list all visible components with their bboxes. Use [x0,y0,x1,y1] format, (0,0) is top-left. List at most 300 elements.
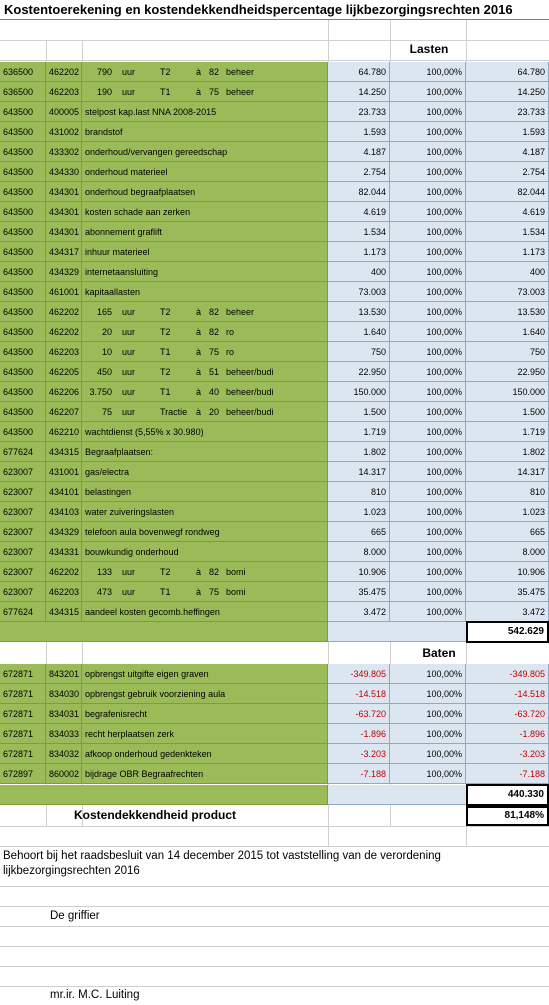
unit: uur [122,327,136,337]
ledger-code: 643500 [0,222,46,242]
cost-code: 434103 [46,502,82,522]
percentage: 100,00% [390,462,466,482]
cost-code: 434330 [46,162,82,182]
percentage: 100,00% [390,724,466,744]
percentage: 100,00% [390,744,466,764]
unit: uur [122,387,136,397]
description: onderhoud/vervangen gereedschap [85,147,228,157]
cost-code: 462207 [46,402,82,422]
cost-code: 462202 [46,302,82,322]
description-cell [82,102,328,122]
allocated-amount: 64.780 [466,62,549,82]
allocated-amount: 22.950 [466,362,549,382]
category: T2 [160,367,171,377]
gridline-h [0,846,549,847]
ledger-code: 643500 [0,402,46,422]
table-row [0,282,549,302]
description-cell [82,462,328,482]
gridline-h [0,946,549,947]
at-symbol: à [196,347,202,357]
hours: 190 [96,87,112,97]
table-row [0,382,549,402]
hours: 20 [101,327,112,337]
cost-code: 431001 [46,462,82,482]
ledger-code: 643500 [0,262,46,282]
description: kosten schade aan zerken [85,207,191,217]
rate: 51 [208,367,219,377]
description-cell [82,342,328,362]
allocated-amount: 3.472 [466,602,549,622]
amount: -14.518 [328,684,390,704]
percentage: 100,00% [390,522,466,542]
unit: uur [122,407,136,417]
table-row [0,502,549,522]
amount: 13.530 [328,302,390,322]
allocated-amount: 1.173 [466,242,549,262]
description-cell [82,122,328,142]
lasten-total: 542.629 [466,621,549,643]
cost-code: 462202 [46,62,82,82]
table-row [0,462,549,482]
allocated-amount: 1.802 [466,442,549,462]
at-symbol: à [196,407,202,417]
description-cell [82,162,328,182]
ledger-code: 672871 [0,684,46,704]
amount: 23.733 [328,102,390,122]
amount: 150.000 [328,382,390,402]
category: T2 [160,67,171,77]
allocated-amount: 1.500 [466,402,549,422]
cost-code: 462205 [46,362,82,382]
description: kapitaallasten [85,287,141,297]
table-row [0,202,549,222]
amount: 1.173 [328,242,390,262]
description: abonnement graflift [85,227,163,237]
description-cell [82,764,328,784]
ledger-code: 643500 [0,102,46,122]
allocated-amount: 82.044 [466,182,549,202]
ledger-code: 643500 [0,142,46,162]
ledger-code: 623007 [0,482,46,502]
description-cell [82,602,328,622]
cost-code: 434329 [46,522,82,542]
table-row [0,724,549,744]
rate: 40 [208,387,219,397]
description-cell [82,142,328,162]
rate: 75 [208,87,219,97]
ledger-code: 643500 [0,242,46,262]
description-cell [82,382,328,402]
description: inhuur materieel [85,247,150,257]
cost-code: 461001 [46,282,82,302]
amount: 810 [328,482,390,502]
ledger-code: 636500 [0,82,46,102]
allocated-amount: 10.906 [466,562,549,582]
description: internetaansluiting [85,267,159,277]
amount: 2.754 [328,162,390,182]
at-symbol: à [196,567,202,577]
amount: -349.805 [328,664,390,684]
amount: 64.780 [328,62,390,82]
sheet-title: Kostentoerekening en kostendekkendheidspercentage lijkbezorgingsrechten 2016 [0,0,549,20]
percentage: 100,00% [390,302,466,322]
ledger-code: 623007 [0,542,46,562]
unit: uur [122,87,136,97]
allocated-amount: 400 [466,262,549,282]
cost-code: 462210 [46,422,82,442]
description: onderhoud begraafplaatsen [85,187,196,197]
amount: 14.317 [328,462,390,482]
unit: uur [122,347,136,357]
cost-code: 431002 [46,122,82,142]
percentage: 100,00% [390,262,466,282]
department: beheer/budi [226,387,274,397]
amount: -7.188 [328,764,390,784]
description-cell [82,322,328,342]
description-cell [82,262,328,282]
ledger-code: 643500 [0,302,46,322]
cost-code: 843201 [46,664,82,684]
allocated-amount: -63.720 [466,704,549,724]
percentage: 100,00% [390,222,466,242]
allocated-amount: 2.754 [466,162,549,182]
allocated-amount: 1.023 [466,502,549,522]
allocated-amount: 810 [466,482,549,502]
amount: 1.534 [328,222,390,242]
at-symbol: à [196,67,202,77]
description: stelpost kap.last NNA 2008-2015 [85,107,217,117]
gridline-h [0,966,549,967]
gridline-h [0,986,549,987]
ledger-code: 643500 [0,422,46,442]
description: bijdrage OBR Begraafrechten [85,769,204,779]
department: bomi [226,587,246,597]
description-cell [82,422,328,442]
subtotal-green-cell [0,785,328,805]
ledger-code: 672871 [0,704,46,724]
amount: 10.906 [328,562,390,582]
description-cell [82,724,328,744]
percentage: 100,00% [390,442,466,462]
hours: 165 [96,307,112,317]
department: bomi [226,567,246,577]
allocated-amount: -1.896 [466,724,549,744]
description: onderhoud materieel [85,167,168,177]
ledger-code: 623007 [0,562,46,582]
percentage: 100,00% [390,382,466,402]
allocated-amount: 1.640 [466,322,549,342]
table-row [0,402,549,422]
ledger-code: 677624 [0,602,46,622]
rate: 82 [208,567,219,577]
table-row [0,322,549,342]
percentage: 100,00% [390,482,466,502]
cost-code: 434301 [46,222,82,242]
percentage: 100,00% [390,542,466,562]
cost-code: 434317 [46,242,82,262]
at-symbol: à [196,587,202,597]
allocated-amount: 8.000 [466,542,549,562]
description: belastingen [85,487,132,497]
cost-code: 434301 [46,182,82,202]
percentage: 100,00% [390,562,466,582]
cost-code: 834033 [46,724,82,744]
hours: 75 [101,407,112,417]
unit: uur [122,367,136,377]
cost-code: 462206 [46,382,82,402]
gridline-h [0,906,549,907]
ledger-code: 643500 [0,162,46,182]
at-symbol: à [196,327,202,337]
hours: 3.750 [89,387,112,397]
allocated-amount: 14.317 [466,462,549,482]
description-cell [82,242,328,262]
cost-code: 834032 [46,744,82,764]
council-note: Behoort bij het raadsbesluit van 14 december 2015 tot vaststelling van de verordening lijkbezorgingsrechten 2016 [3,850,441,877]
rate: 82 [208,67,219,77]
hours: 133 [96,567,112,577]
cost-code: 434315 [46,602,82,622]
amount: -3.203 [328,744,390,764]
table-row [0,664,549,684]
amount: 14.250 [328,82,390,102]
allocated-amount: -349.805 [466,664,549,684]
percentage: 100,00% [390,102,466,122]
description: wachtdienst (5,55% x 30.980) [85,427,204,437]
description: gas/electra [85,467,130,477]
amount: 400 [328,262,390,282]
kostendekkendheid-label: Kostendekkendheid product [74,808,237,822]
percentage: 100,00% [390,402,466,422]
allocated-amount: 150.000 [466,382,549,402]
percentage: 100,00% [390,764,466,784]
percentage: 100,00% [390,162,466,182]
description-cell [82,542,328,562]
unit: uur [122,67,136,77]
cost-code: 834030 [46,684,82,704]
cost-code: 433302 [46,142,82,162]
at-symbol: à [196,87,202,97]
ledger-code: 643500 [0,362,46,382]
amount: 1.719 [328,422,390,442]
description-cell [82,562,328,582]
cost-code: 860002 [46,764,82,784]
table-row [0,262,549,282]
percentage: 100,00% [390,582,466,602]
ledger-code: 643500 [0,342,46,362]
table-row [0,222,549,242]
percentage: 100,00% [390,602,466,622]
allocated-amount: 4.187 [466,142,549,162]
description: opbrengst uitgifte eigen graven [85,669,209,679]
description-cell [82,222,328,242]
category: T1 [160,587,171,597]
department: beheer/budi [226,407,274,417]
department: beheer [226,87,255,97]
percentage: 100,00% [390,62,466,82]
table-row [0,142,549,162]
allocated-amount: 13.530 [466,302,549,322]
rate: 82 [208,307,219,317]
ledger-code: 643500 [0,122,46,142]
table-row [0,562,549,582]
allocated-amount: 73.003 [466,282,549,302]
table-row [0,602,549,622]
category: T2 [160,327,171,337]
category: T2 [160,567,171,577]
cost-code: 434301 [46,202,82,222]
ledger-code: 623007 [0,502,46,522]
amount: 35.475 [328,582,390,602]
allocated-amount: 4.619 [466,202,549,222]
description-cell [82,82,328,102]
griffier-name: mr.ir. M.C. Luiting [50,989,140,1001]
at-symbol: à [196,387,202,397]
cost-code: 462203 [46,582,82,602]
description: bouwkundig onderhoud [85,547,179,557]
percentage: 100,00% [390,82,466,102]
percentage: 100,00% [390,142,466,162]
table-row [0,82,549,102]
percentage: 100,00% [390,182,466,202]
description-cell [82,302,328,322]
ledger-code: 677624 [0,442,46,462]
amount: 750 [328,342,390,362]
cost-code: 462203 [46,342,82,362]
cost-code: 434101 [46,482,82,502]
description: telefoon aula bovenwegf rondweg [85,527,220,537]
table-row [0,684,549,704]
table-row [0,482,549,502]
description-cell [82,582,328,602]
ledger-code: 672871 [0,744,46,764]
description-cell [82,684,328,704]
ledger-code: 643500 [0,282,46,302]
ledger-code: 643500 [0,202,46,222]
ledger-code: 672871 [0,724,46,744]
table-row [0,442,549,462]
description: Begraafplaatsen: [85,447,154,457]
description: aandeel kosten gecomb.heffingen [85,607,220,617]
table-row [0,242,549,262]
table-row [0,302,549,322]
allocated-amount: 35.475 [466,582,549,602]
description-cell [82,664,328,684]
description-cell [82,502,328,522]
percentage: 100,00% [390,322,466,342]
ledger-code: 636500 [0,62,46,82]
cost-code: 400005 [46,102,82,122]
description-cell [82,522,328,542]
table-row [0,62,549,82]
table-row [0,422,549,442]
allocated-amount: 665 [466,522,549,542]
percentage: 100,00% [390,122,466,142]
amount: 1.640 [328,322,390,342]
category: T2 [160,307,171,317]
unit: uur [122,587,136,597]
subtotal-blue-cell [328,785,467,805]
department: beheer [226,67,255,77]
description-cell [82,704,328,724]
description: brandstof [85,127,123,137]
percentage: 100,00% [390,242,466,262]
category: T1 [160,347,171,357]
rate: 82 [208,327,219,337]
description-cell [82,62,328,82]
cost-code: 834031 [46,704,82,724]
percentage: 100,00% [390,704,466,724]
gridline-h [0,926,549,927]
ledger-code: 623007 [0,522,46,542]
allocated-amount: -7.188 [466,764,549,784]
cost-code: 434315 [46,442,82,462]
percentage: 100,00% [390,684,466,704]
allocated-amount: -3.203 [466,744,549,764]
unit: uur [122,567,136,577]
amount: 4.187 [328,142,390,162]
amount: 1.023 [328,502,390,522]
description: opbrengst gebruik voorziening aula [85,689,226,699]
category: T1 [160,87,171,97]
percentage: 100,00% [390,202,466,222]
ledger-code: 672871 [0,664,46,684]
description: begrafenisrecht [85,709,148,719]
amount: 8.000 [328,542,390,562]
percentage: 100,00% [390,664,466,684]
table-row [0,102,549,122]
amount: -1.896 [328,724,390,744]
baten-total: 440.330 [466,784,549,806]
department: beheer [226,307,255,317]
description: afkoop onderhoud gedenkteken [85,749,212,759]
amount: 22.950 [328,362,390,382]
gridline-h [0,886,549,887]
amount: -63.720 [328,704,390,724]
description: recht herplaatsen zerk [85,729,175,739]
amount: 82.044 [328,182,390,202]
allocated-amount: 23.733 [466,102,549,122]
amount: 1.593 [328,122,390,142]
lasten-header: Lasten [409,42,449,56]
table-row [0,362,549,382]
amount: 73.003 [328,282,390,302]
allocated-amount: 14.250 [466,82,549,102]
department: ro [226,347,235,357]
description: water zuiveringslasten [85,507,175,517]
amount: 4.619 [328,202,390,222]
kostendekkendheid-value: 81,148% [466,806,549,826]
cost-code: 462202 [46,322,82,342]
allocated-amount: -14.518 [466,684,549,704]
hours: 790 [96,67,112,77]
amount: 3.472 [328,602,390,622]
allocated-amount: 1.719 [466,422,549,442]
ledger-code: 643500 [0,382,46,402]
table-row [0,122,549,142]
ledger-code: 672897 [0,764,46,784]
subtotal-blue-cell [328,622,467,642]
ledger-code: 623007 [0,462,46,482]
category: T1 [160,387,171,397]
cost-code: 462203 [46,82,82,102]
amount: 665 [328,522,390,542]
unit: uur [122,307,136,317]
description-cell [82,744,328,764]
table-row [0,522,549,542]
department: ro [226,327,235,337]
table-row [0,744,549,764]
